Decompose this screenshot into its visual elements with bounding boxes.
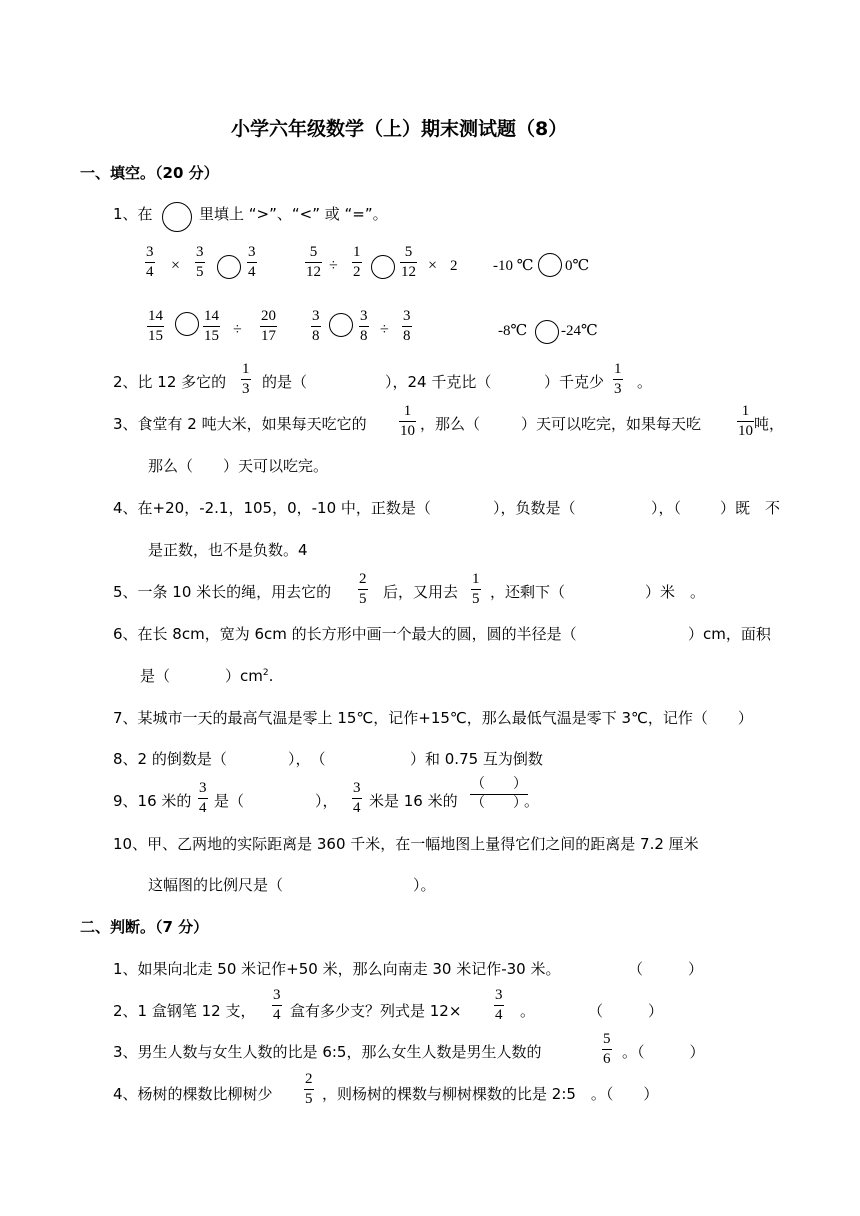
q5-text-1: 5、一条 10 米长的绳，用去它的 <box>113 583 332 601</box>
j2-text-2: 盒有多少支？列式是 12× <box>290 1002 462 1020</box>
value-2: 2 <box>450 258 458 274</box>
fraction: $\frac{3}{4}$ <box>353 780 361 816</box>
q4-text-3: ），（ <box>651 499 682 517</box>
q3-text-3: ）天可以吃完，如果每天吃 <box>521 415 702 433</box>
q6-text-3: 是（ <box>140 667 171 685</box>
fraction: $\frac{3}{5}$ <box>196 244 204 280</box>
j3-text-2: 。（ ） <box>622 1043 705 1061</box>
q8-text-2: ）， （ <box>288 750 326 768</box>
q1-prefix: 1、在 <box>113 205 153 223</box>
q9-text-5: 。 <box>524 792 540 810</box>
temperature-left: -10 ℃ <box>493 258 534 274</box>
fraction: $\frac{3}{8}$ <box>360 308 368 344</box>
fraction: $\frac{3}{8}$ <box>312 308 320 344</box>
q3-line-2: 那么（ ）天可以吃完。 <box>148 457 329 475</box>
answer-circle[interactable] <box>538 253 562 277</box>
j4-text-1: 4、杨树的棵数比柳树少 <box>113 1085 273 1103</box>
divide-sign: ÷ <box>329 257 338 274</box>
fraction: $\frac{1}{2}$ <box>353 244 361 280</box>
q7-text: 7、某城市一天的最高气温是零上 15℃，记作+15℃，那么最低气温是零下 3℃，记作（ ） <box>113 709 753 727</box>
q9-text-2: 是（ <box>214 792 245 810</box>
fraction: $\frac{3}{4}$ <box>248 244 256 280</box>
j4-text-2: ，则杨树的棵数与柳树棵数的比是 2:5 。（ ） <box>322 1085 659 1103</box>
q9-text-1: 9、16 米的 <box>113 792 192 810</box>
page-title: 小学六年级数学（上）期末测试题（8） <box>231 118 568 140</box>
q9-text-3: ）， <box>315 792 338 810</box>
q5-text-4: ）米 。 <box>645 583 706 601</box>
q8-text-3: ）和 0.75 互为倒数 <box>410 750 543 768</box>
fraction: $\frac{5}{12}$ <box>306 244 321 280</box>
q2-text-3: ），24 千克比（ <box>385 373 492 391</box>
q2-text-4: ）千克少 <box>544 373 605 391</box>
fraction: $\frac{3}{8}$ <box>403 308 411 344</box>
fraction: $\frac{3}{4}$ <box>495 987 503 1023</box>
q2-text-2: 的是（ <box>262 373 308 391</box>
answer-circle[interactable] <box>217 255 241 279</box>
section-2-heading: 二、判断。（7 分） <box>80 918 209 936</box>
q10-text-3: ）。 <box>413 876 436 894</box>
j3-text-1: 3、男生人数与女生人数的比是 6:5，那么女生人数是男生人数的 <box>113 1043 542 1061</box>
answer-circle[interactable] <box>329 313 353 337</box>
q4-text-2: ），负数是（ <box>493 499 576 517</box>
fraction: $\frac{20}{17}$ <box>261 308 276 344</box>
j1-text: 1、如果向北走 50 米记作+50 米，那么向南走 30 米记作-30 米。 <box>113 960 561 978</box>
times-sign: × <box>428 257 438 274</box>
q5-text-2: 后，又用去 <box>383 583 459 601</box>
j2-paren: （ ） <box>588 1002 664 1020</box>
q5-text-3: ，还剩下（ <box>490 583 566 601</box>
q3-text-1: 3、食堂有 2 吨大米，如果每天吃它的 <box>113 415 367 433</box>
fraction: $\frac{3}{4}$ <box>273 987 281 1023</box>
q6-text-2: ）cm，面积 <box>688 625 771 643</box>
q2-text-1: 2、比 12 多它的 <box>113 373 227 391</box>
answer-circle-example <box>162 202 192 232</box>
divide-sign: ÷ <box>380 321 389 338</box>
q3-text-2: ，那么（ <box>420 415 481 433</box>
divide-sign: ÷ <box>233 321 242 338</box>
temperature-right: -24℃ <box>561 323 598 339</box>
fraction: $\frac{2}{5}$ <box>305 1071 313 1107</box>
answer-circle[interactable] <box>371 255 395 279</box>
answer-circle[interactable] <box>535 320 559 344</box>
fraction: $\frac{5}{6}$ <box>603 1031 611 1067</box>
fraction: $\frac{5}{12}$ <box>401 244 416 280</box>
q4-line-2: 是正数，也不是负数。4 <box>148 541 308 559</box>
q4-text-1: 4、在+20，-2.1，105，0，-10 中，正数是（ <box>113 499 431 517</box>
fraction: $\frac{1}{10}$ <box>400 403 415 439</box>
fraction: $\frac{1}{3}$ <box>614 361 622 397</box>
fraction: $\frac{1}{10}$ <box>738 403 753 439</box>
times-sign: × <box>171 257 181 274</box>
temperature-right: 0℃ <box>565 258 590 274</box>
q6-text-4: ）$cm^2$. <box>225 667 274 685</box>
j1-paren: （ ） <box>628 960 704 978</box>
fraction: $\frac{3}{4}$ <box>146 244 154 280</box>
temperature-left: -8℃ <box>498 323 528 339</box>
q10-line-1: 10、甲、乙两地的实际距离是 360 千米，在一幅地图上量得它们之间的距离是 7.2 厘米 <box>113 835 699 853</box>
section-1-heading: 一、填空。（20 分） <box>80 164 219 182</box>
q6-text-1: 6、在长 8cm，宽为 6cm 的长方形中画一个最大的圆，圆的半径是（ <box>113 625 577 643</box>
q1-suffix: 里填上 “>”、“<” 或 “=”。 <box>199 205 388 223</box>
j2-text-3: 。 <box>520 1002 536 1020</box>
q8-text-1: 8、2 的倒数是（ <box>113 750 227 768</box>
fraction: $\frac{14}{15}$ <box>148 308 163 344</box>
fraction: $\frac{1}{3}$ <box>242 361 250 397</box>
fraction: $\frac{1}{5}$ <box>472 571 480 607</box>
answer-circle[interactable] <box>175 312 199 336</box>
fraction-blank: （ ） （ ） <box>471 777 527 811</box>
fraction: $\frac{14}{15}$ <box>204 308 219 344</box>
q9-text-4: 米是 16 米的 <box>369 792 458 810</box>
q10-text-2: 这幅图的比例尺是（ <box>148 876 284 894</box>
j2-text-1: 2、1 盒钢笔 12 支， <box>113 1002 256 1020</box>
q3-text-4: 吨， <box>754 415 785 433</box>
fraction: $\frac{3}{4}$ <box>199 780 207 816</box>
q4-text-4: ）既 不 <box>720 499 781 517</box>
fraction: $\frac{2}{5}$ <box>359 571 367 607</box>
q2-text-5: 。 <box>637 373 653 391</box>
